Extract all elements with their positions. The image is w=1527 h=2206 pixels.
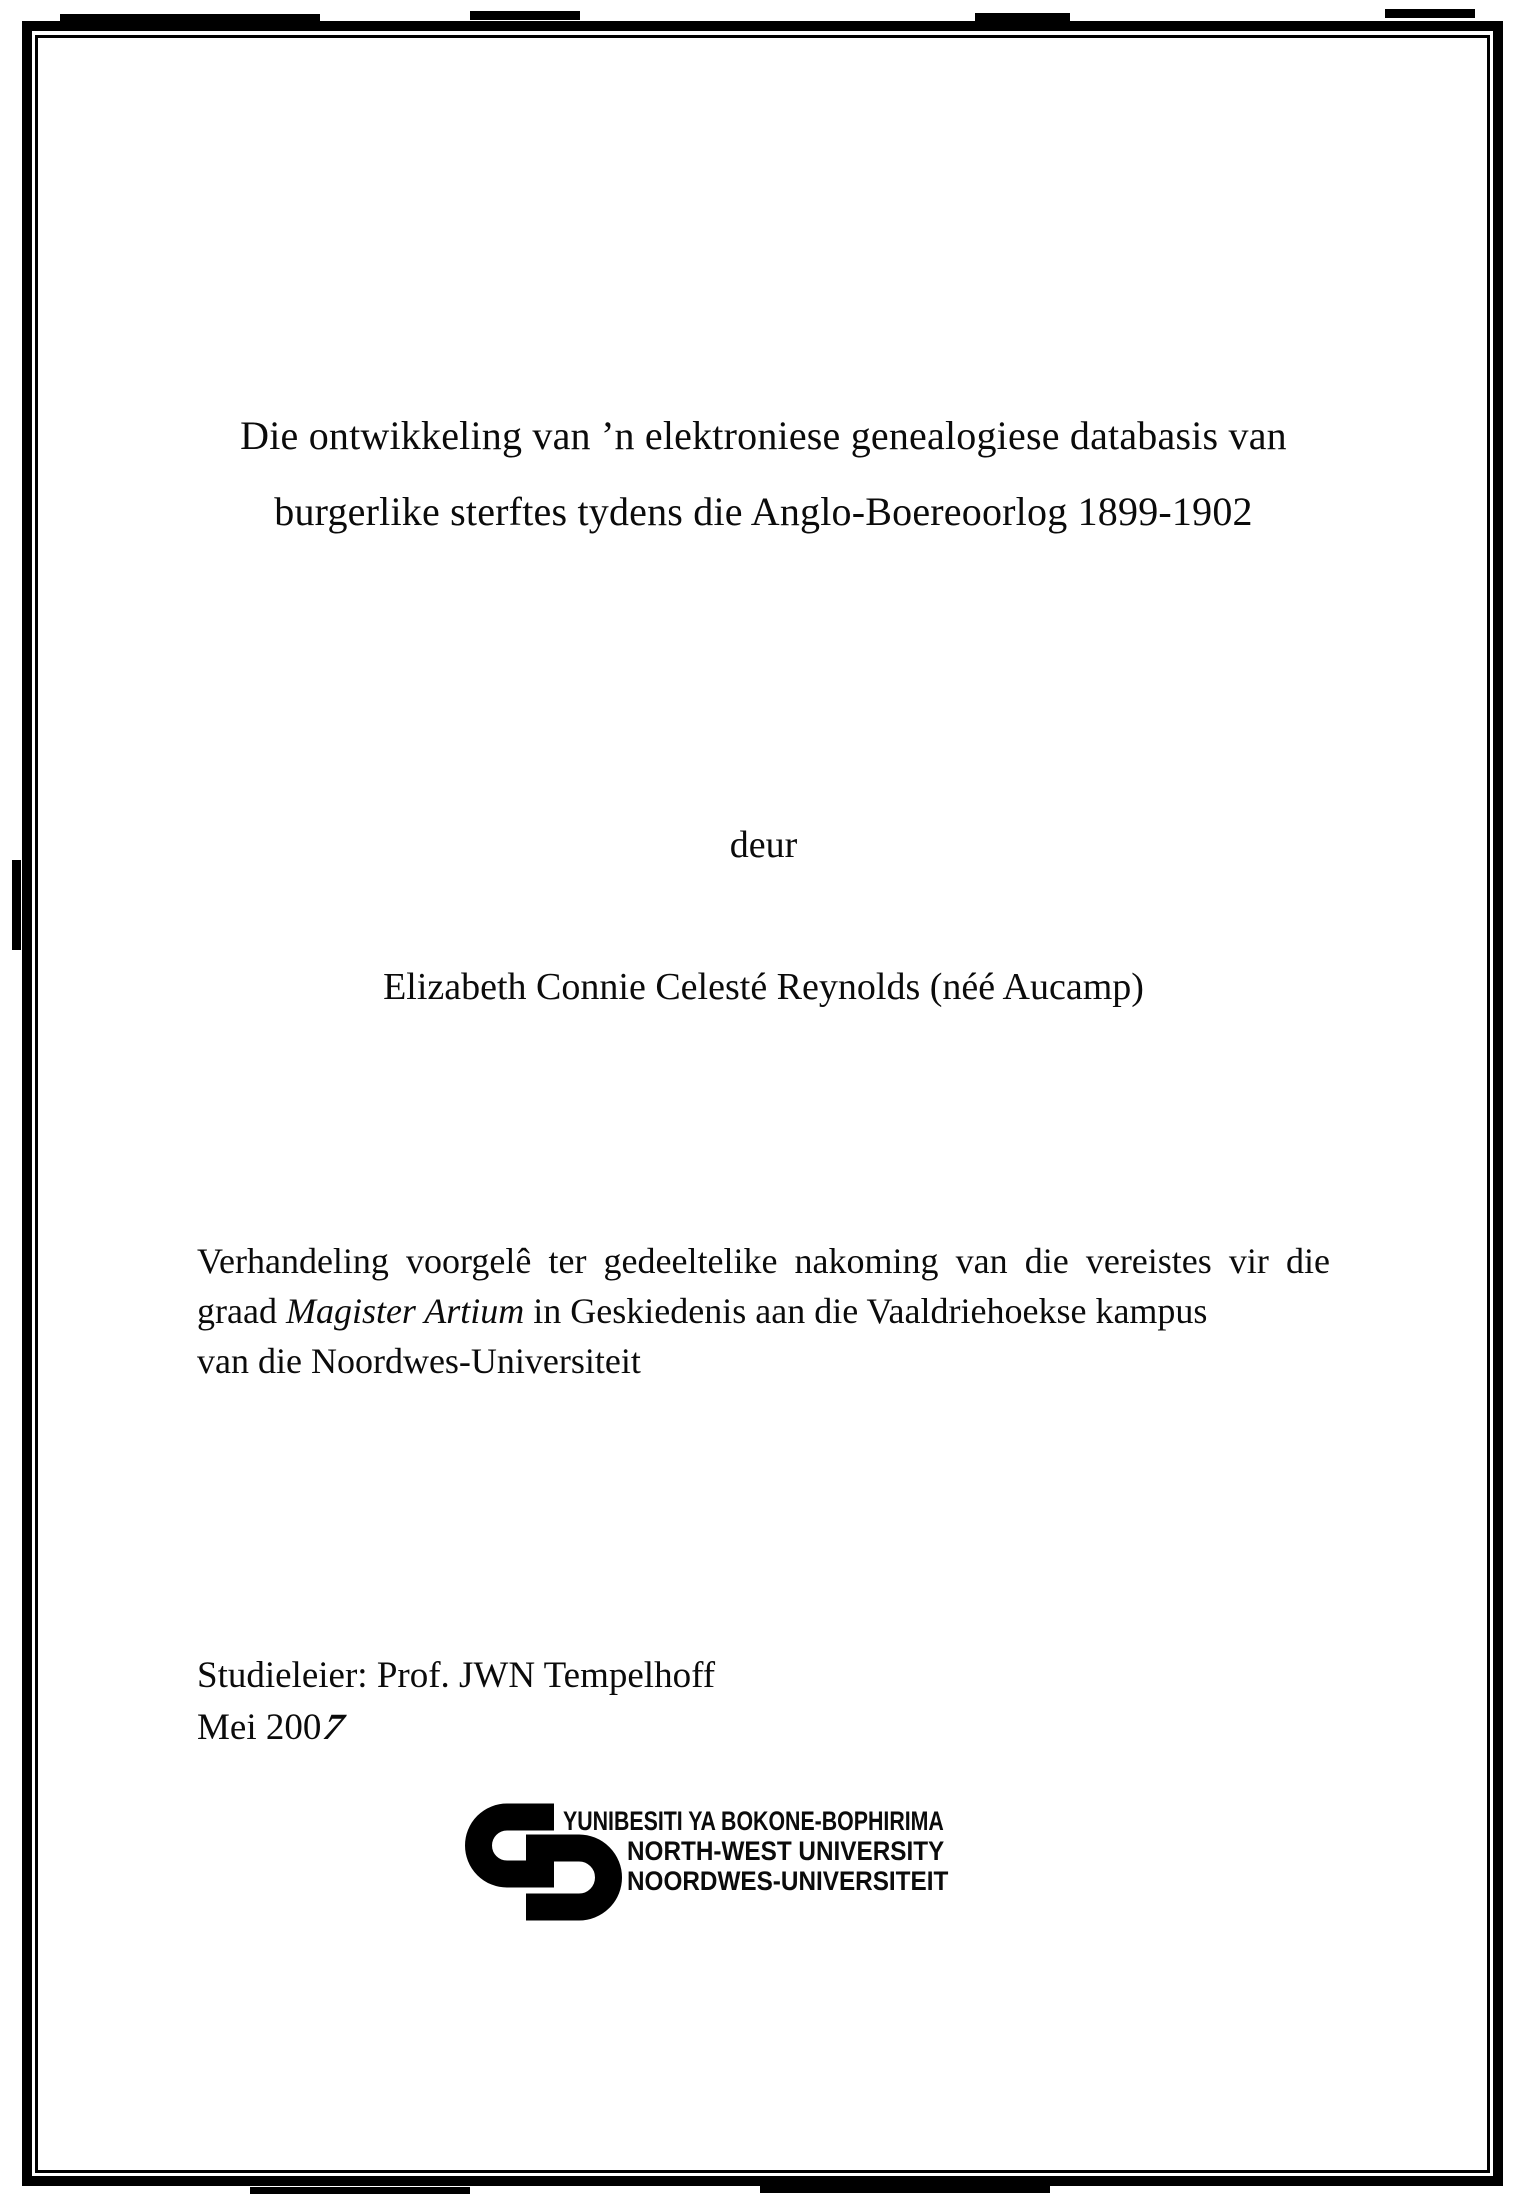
scan-artifact [470, 11, 580, 20]
scan-artifact [60, 14, 320, 22]
supervisor-line: Studieleier: Prof. JWN Tempelhoff [197, 1655, 716, 1696]
statement-line-1: Verhandeling voorgelê ter gedeeltelike nakoming van die vereistes vir die [197, 1241, 1330, 1281]
logo-text-english: NORTH-WEST UNIVERSITY [627, 1836, 945, 1866]
byline-label: deur [729, 824, 798, 866]
logo-text-setswana: YUNIBESITI YA BOKONE-BOPHIRIMA [563, 1806, 944, 1836]
scan-artifact [12, 860, 21, 950]
date-line [197, 1702, 715, 1754]
date-prefix: Mei 200 [197, 1707, 322, 1748]
statement-line-3: van die Noordwes-Universiteit [197, 1341, 641, 1381]
scan-artifact [1385, 9, 1475, 18]
degree-name: Magister Artium [285, 1291, 525, 1331]
scan-artifact [250, 2187, 470, 2194]
statement-line-2-post: in Geskiedenis aan die Vaaldriehoekse kampus [524, 1291, 1208, 1331]
logo-text-afrikaans: NOORDWES-UNIVERSITEIT [627, 1866, 949, 1896]
scan-artifact [975, 13, 1070, 21]
date-last-digit: 7 [316, 1707, 352, 1748]
author-name: Elizabeth Connie Celesté Reynolds (néé Aucamp) [383, 966, 1144, 1008]
supervisor-block [197, 1650, 715, 1754]
scan-artifact [760, 2186, 1050, 2193]
statement-line-2 [197, 1286, 1330, 1336]
page-title [197, 398, 1330, 550]
title-line-1: Die ontwikkeling van ’n elektroniese genealogiese databasis van [240, 413, 1287, 458]
statement-line-2-pre: graad [197, 1291, 286, 1331]
title-line-2: burgerlike sterftes tydens die Anglo-Boereoorlog 1899-1902 [274, 489, 1253, 534]
degree-statement [197, 1236, 1330, 1386]
